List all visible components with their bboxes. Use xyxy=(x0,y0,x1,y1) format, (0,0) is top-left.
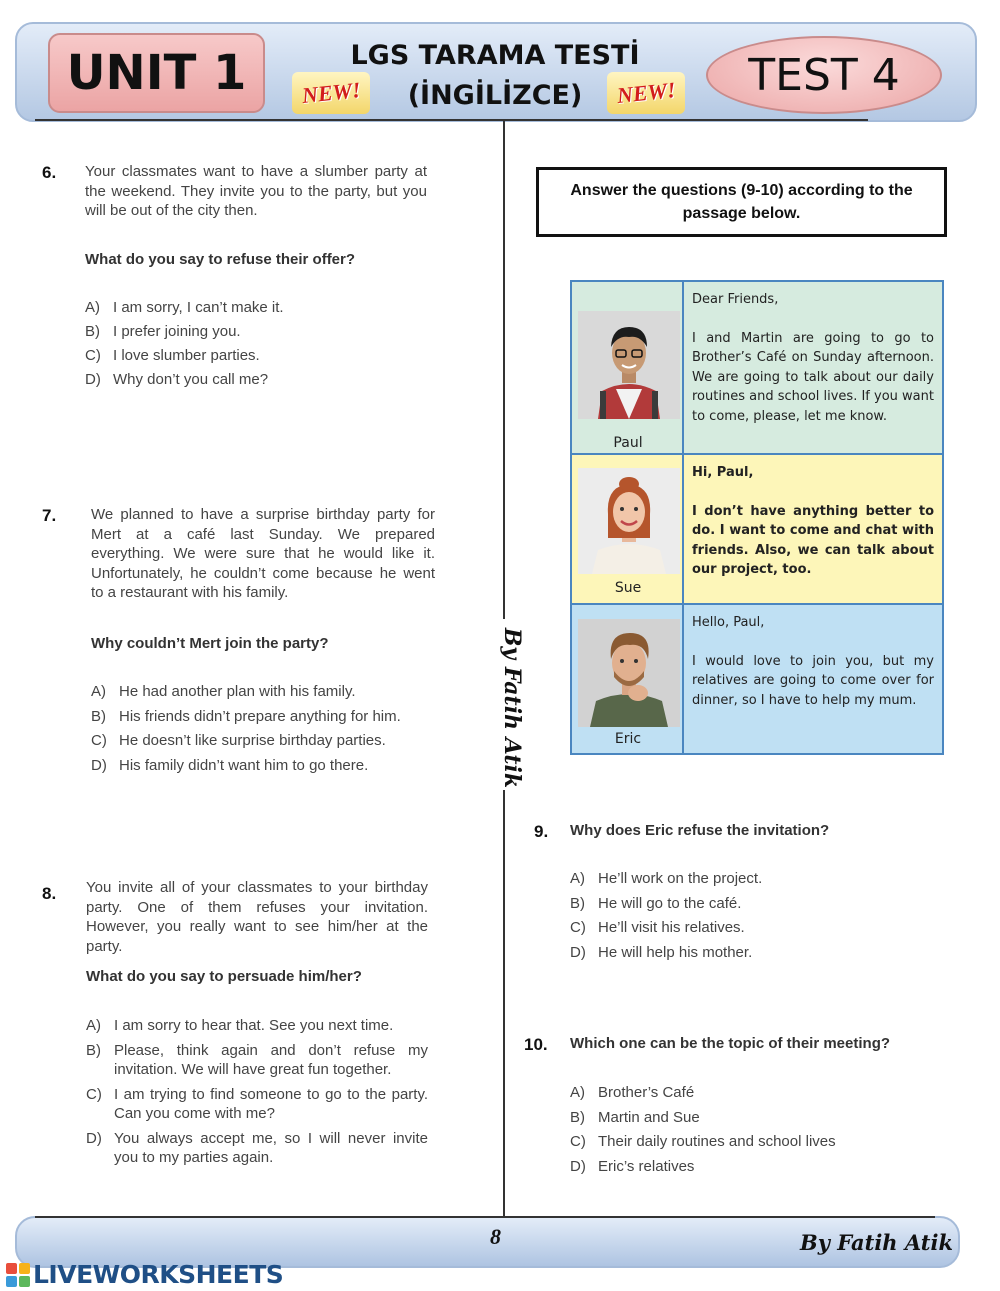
option-6a[interactable] xyxy=(85,298,445,318)
option-letter: C) xyxy=(91,732,107,749)
footer-divider xyxy=(35,1216,935,1218)
option-9d[interactable] xyxy=(570,943,930,963)
option-text: He will go to the café. xyxy=(598,894,742,912)
eric-greeting: Hello, Paul, xyxy=(692,615,765,630)
question-8-ask: What do you say to persuade him/her? xyxy=(86,968,362,985)
passage-photo-cell xyxy=(572,455,684,603)
option-text: Martin and Sue xyxy=(598,1108,700,1126)
option-text: Please, think again and don’t refuse my invitation. We will have great fun together. xyxy=(114,1041,428,1078)
passage-table xyxy=(570,280,944,755)
passage-row-eric xyxy=(572,605,942,753)
eric-photo xyxy=(578,619,680,727)
option-letter: A) xyxy=(85,299,100,316)
passage-photo-cell xyxy=(572,605,684,753)
new-badge-left-text: NEW! xyxy=(300,77,362,109)
liveworksheets-icon xyxy=(6,1263,30,1287)
eric-name: Eric xyxy=(614,731,642,747)
question-7-number: 7. xyxy=(42,506,57,525)
option-letter: D) xyxy=(91,756,107,774)
author-vertical: By Fatih Atik xyxy=(499,627,525,789)
option-text: Brother’s Café xyxy=(598,1084,695,1101)
option-9b[interactable] xyxy=(570,894,930,914)
question-6-ask: What do you say to refuse their offer? xyxy=(85,251,356,268)
option-text: Why don’t you call me? xyxy=(113,371,269,388)
paul-name: Paul xyxy=(613,435,643,451)
question-7-ask: Why couldn’t Mert join the party? xyxy=(91,635,329,652)
option-letter: D) xyxy=(570,1157,586,1175)
question-7-options xyxy=(91,682,451,775)
title-line-1: LGS TARAMA TESTİ xyxy=(350,40,640,71)
question-6-number: 6. xyxy=(42,163,57,182)
sue-name: Sue xyxy=(614,580,642,596)
question-10-options xyxy=(570,1083,950,1176)
column-divider-bottom xyxy=(503,790,505,1216)
question-6-options xyxy=(85,298,445,390)
question-9-options xyxy=(570,869,930,962)
new-badge-right xyxy=(607,72,685,114)
option-7b[interactable] xyxy=(91,707,451,727)
option-text: He’ll work on the project. xyxy=(598,870,763,887)
question-8-number: 8. xyxy=(42,884,57,903)
paul-greeting: Dear Friends, xyxy=(692,292,779,307)
option-8c[interactable] xyxy=(86,1085,428,1124)
paul-body: I and Martin are going to go to Brother’s Café on Sunday afternoon. We are going to talk about our daily routines and school lives. If you want to come, please, let me know. xyxy=(692,330,934,424)
question-8-text: You invite all of your classmates to your birthday party. One of them refuses your invitation. However, you really want to see him/her at the party. xyxy=(86,879,428,955)
title-line-2: (İNGİLİZCE) xyxy=(407,80,583,111)
option-letter: B) xyxy=(85,323,100,340)
sue-message xyxy=(684,455,942,603)
option-8b[interactable] xyxy=(86,1041,428,1080)
option-text: Their daily routines and school lives xyxy=(598,1133,836,1150)
header-divider xyxy=(35,119,868,121)
option-7c[interactable] xyxy=(91,731,451,751)
passage-photo-cell xyxy=(572,282,684,453)
option-text: His friends didn’t prepare anything for him. xyxy=(119,707,401,725)
option-text: You always accept me, so I will never invite you to my parties again. xyxy=(114,1129,428,1166)
option-text: I am sorry, I can’t make it. xyxy=(113,299,284,316)
option-10d[interactable] xyxy=(570,1157,950,1177)
option-9c[interactable] xyxy=(570,918,930,938)
unit-label: UNIT 1 xyxy=(48,33,265,113)
sue-photo xyxy=(578,468,680,574)
option-letter: B) xyxy=(86,1041,101,1059)
option-6d[interactable] xyxy=(85,370,445,390)
option-text: He will help his mother. xyxy=(598,943,753,961)
option-9a[interactable] xyxy=(570,869,930,889)
test-label: TEST 4 xyxy=(706,36,942,114)
option-letter: C) xyxy=(570,919,586,936)
option-10c[interactable] xyxy=(570,1132,950,1152)
option-letter: D) xyxy=(86,1129,102,1147)
eric-body: I would love to join you, but my relatives are going to come over for dinner, so I have to help my mum. xyxy=(692,653,934,708)
option-letter: C) xyxy=(85,347,101,364)
option-text: He’ll visit his relatives. xyxy=(598,919,745,936)
option-text: He doesn’t like surprise birthday parties. xyxy=(119,732,386,749)
new-badge-right-text: NEW! xyxy=(615,77,677,109)
footer-author: By Fatih Atik xyxy=(800,1230,954,1255)
option-letter: D) xyxy=(85,371,101,388)
option-text: He had another plan with his family. xyxy=(119,683,356,700)
option-8d[interactable] xyxy=(86,1129,428,1168)
option-7a[interactable] xyxy=(91,682,451,702)
question-7-text: We planned to have a surprise birthday party for Mert at a café last Sunday. We prepared everything. We were sure that he would like it. Unfortunately, he couldn’t come because he went to a restaurant with his family. xyxy=(91,506,435,601)
question-6-text: Your classmates want to have a slumber party at the weekend. They invite you to the party, but you will be out of the city then. xyxy=(85,163,427,219)
option-letter: D) xyxy=(570,943,586,961)
option-text: Eric’s relatives xyxy=(598,1157,695,1175)
option-letter: A) xyxy=(86,1017,101,1034)
passage-row-paul xyxy=(572,282,942,455)
option-letter: C) xyxy=(86,1085,102,1103)
new-badge-left xyxy=(292,72,370,114)
option-text: I am sorry to hear that. See you next time. xyxy=(114,1017,394,1034)
option-letter: C) xyxy=(570,1133,586,1150)
liveworksheets-text: LIVEWORKSHEETS xyxy=(33,1260,284,1289)
option-text: I prefer joining you. xyxy=(113,323,241,340)
option-7d[interactable] xyxy=(91,756,451,776)
option-text: I am trying to find someone to go to the party. Can you come with me? xyxy=(114,1085,428,1122)
option-6c[interactable] xyxy=(85,346,445,366)
liveworksheets-logo[interactable] xyxy=(6,1260,283,1289)
option-10b[interactable] xyxy=(570,1108,950,1128)
option-text: I love slumber parties. xyxy=(113,347,260,364)
option-letter: A) xyxy=(570,1084,585,1101)
paul-message xyxy=(684,282,942,453)
instruction-box: Answer the questions (9-10) according to the passage below. xyxy=(536,167,947,237)
question-9-number: 9. xyxy=(534,822,549,841)
question-10-ask: Which one can be the topic of their meeting? xyxy=(570,1035,891,1052)
sue-greeting: Hi, Paul, xyxy=(692,465,754,480)
option-text: His family didn’t want him to go there. xyxy=(119,756,369,774)
question-8-options xyxy=(86,1016,428,1168)
option-letter: B) xyxy=(570,894,585,912)
option-letter: A) xyxy=(91,683,106,700)
option-6b[interactable] xyxy=(85,322,445,342)
sue-body: I don’t have anything better to do. I want to come and chat with friends. Also, we can talk about our project, too. xyxy=(692,503,934,578)
paul-photo xyxy=(578,311,680,419)
eric-message xyxy=(684,605,942,753)
option-letter: A) xyxy=(570,870,585,887)
column-divider-top xyxy=(503,121,505,619)
passage-row-sue xyxy=(572,455,942,605)
question-10-number: 10. xyxy=(524,1035,548,1054)
option-10a[interactable] xyxy=(570,1083,950,1103)
option-8a[interactable] xyxy=(86,1016,428,1036)
option-letter: B) xyxy=(91,707,106,725)
question-9-ask: Why does Eric refuse the invitation? xyxy=(570,822,830,839)
page-number: 8 xyxy=(490,1224,501,1249)
option-letter: B) xyxy=(570,1108,585,1126)
